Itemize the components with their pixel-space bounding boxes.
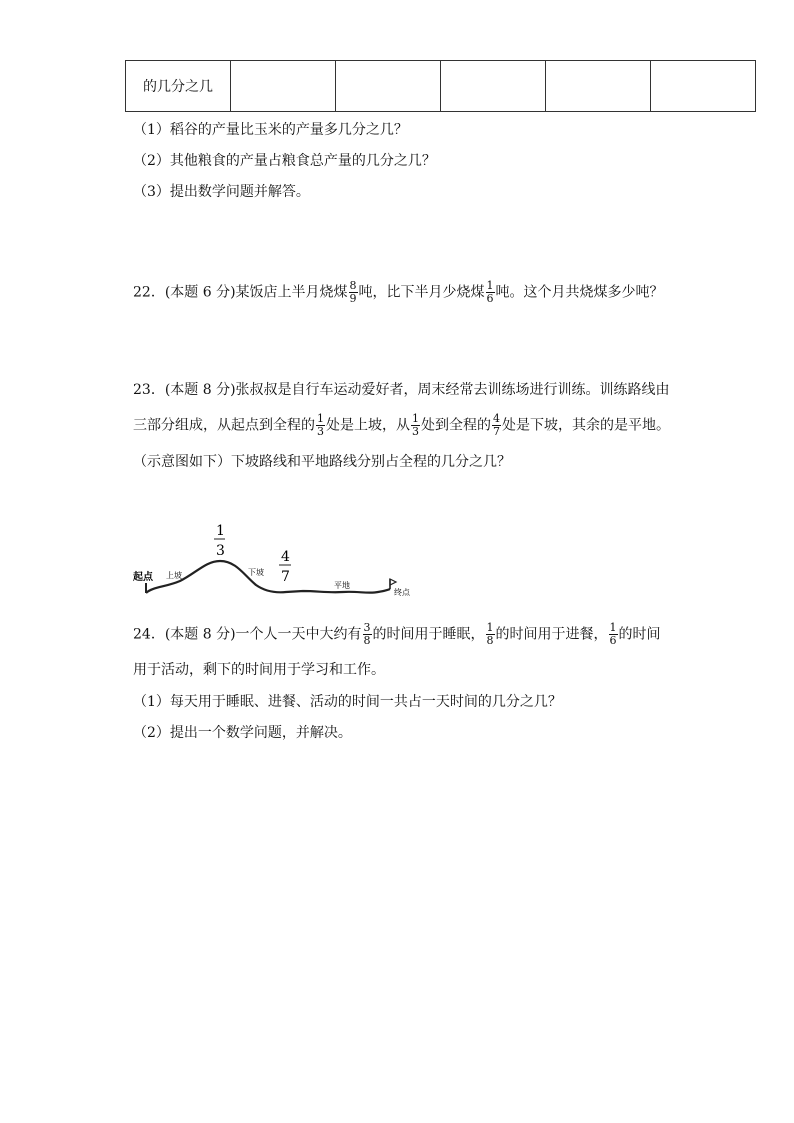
fraction: $\frac{4}{7}$ [493, 412, 500, 438]
q24-text-a: 的时间用于睡眠， [372, 626, 485, 643]
q24-text-c: 的时间 [618, 626, 661, 643]
q22-mid: 吨，比下半月少烧煤 [358, 284, 485, 301]
q23-line1: 23．(本题 8 分)张叔叔是自行车运动爱好者，周末经常去训练场进行训练。训练路线由 [133, 382, 670, 398]
label-downhill: 下坡 [248, 568, 264, 577]
q24-line2: 用于活动，剩下的时间用于学习和工作。 [133, 662, 385, 678]
fraction: $\frac{3}{8}$ [363, 621, 371, 647]
mid-fraction-den: 7 [281, 569, 290, 585]
table-cell [336, 61, 441, 112]
q24-sub1: （1）每天用于睡眠、进餐、活动的时间一共占一天时间的几分之几？ [133, 694, 562, 710]
q24-sub2: （2）提出一个数学问题，并解决。 [133, 725, 352, 741]
q21-sub2: （2）其他粮食的产量占粮食总产量的几分之几？ [133, 153, 436, 169]
label-uphill: 上坡 [166, 571, 182, 580]
label-flat: 平地 [334, 581, 350, 590]
q23-line3: （示意图如下）下坡路线和平地路线分别占全程的几分之几？ [133, 454, 511, 470]
table-row-label: 的几分之几 [126, 61, 231, 112]
table-cell [441, 61, 546, 112]
q24-line1 [133, 622, 661, 647]
q22-suffix: 吨。这个月共烧煤多少吨？ [495, 284, 664, 301]
q23-line2-b: 处是上坡，从 [326, 417, 410, 434]
label-end: 终点 [394, 588, 410, 597]
fraction: $\frac{1}{3}$ [317, 412, 324, 438]
q22-text [133, 280, 664, 305]
fraction: $\frac{8}{9}$ [349, 279, 357, 305]
peak-fraction-den: 3 [216, 543, 225, 559]
q23-line2-d: 处是下坡，其余的是平地。 [502, 417, 670, 434]
q24-text-b: 的时间用于进餐， [495, 626, 608, 643]
table-cell [231, 61, 336, 112]
route-path [146, 561, 390, 593]
fraction: $\frac{1}{3}$ [412, 412, 419, 438]
route-diagram [128, 515, 428, 605]
q23-line2 [133, 413, 670, 438]
peak-fraction-num: 1 [216, 523, 225, 539]
table-cell [546, 61, 651, 112]
q21-sub1: （1）稻谷的产量比玉米的产量多几分之几？ [133, 122, 408, 138]
fraction: $\frac{1}{6}$ [609, 621, 617, 647]
q23-line2-c: 处到全程的 [421, 417, 491, 434]
q23-line2-a: 三部分组成，从起点到全程的 [133, 417, 315, 434]
fraction: $\frac{1}{6}$ [486, 279, 494, 305]
table-row [126, 61, 756, 112]
q24-prefix: 24．(本题 8 分)一个人一天中大约有 [133, 626, 362, 643]
table-cell [651, 61, 756, 112]
mid-fraction-num: 4 [281, 549, 290, 565]
q21-sub3: （3）提出数学问题并解答。 [133, 184, 310, 200]
q22-prefix: 22．(本题 6 分)某饭店上半月烧煤 [133, 284, 348, 301]
data-table [125, 60, 756, 112]
end-flag-icon [390, 579, 396, 585]
fraction: $\frac{1}{8}$ [486, 621, 494, 647]
label-start: 起点 [133, 572, 153, 583]
